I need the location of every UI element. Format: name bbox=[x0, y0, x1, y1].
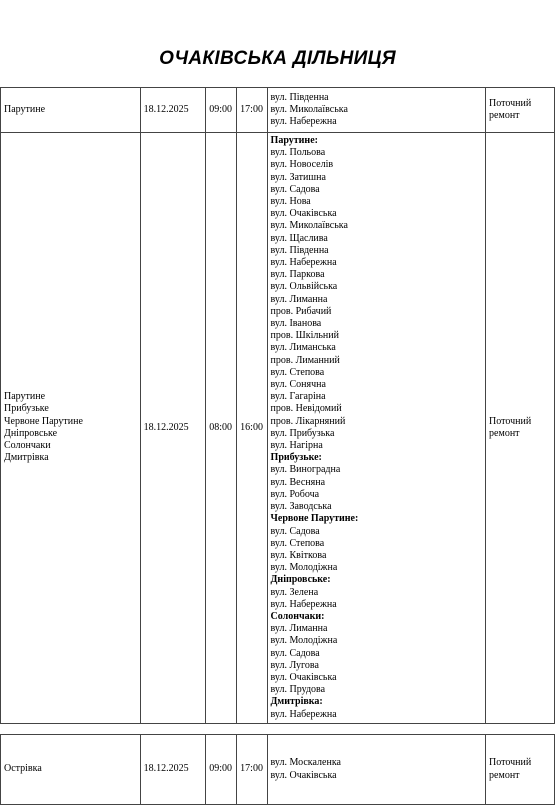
table-row bbox=[1, 88, 555, 133]
settlement-heading: Червоне Парутине: bbox=[270, 513, 359, 525]
street-name: вул. Лиманна bbox=[270, 293, 328, 305]
street-name: пров. Рибачий bbox=[270, 305, 332, 317]
settlements-cell bbox=[1, 88, 141, 133]
settlement-name: Солончаки bbox=[4, 440, 51, 452]
street-name: вул. Очаківська bbox=[270, 671, 337, 683]
settlement-heading: Дніпровське: bbox=[270, 574, 331, 586]
settlement-name: Дніпровське bbox=[4, 427, 58, 439]
streets-cell bbox=[267, 735, 486, 805]
settlement-name: Червоне Парутине bbox=[4, 415, 83, 427]
street-name: вул. Степова bbox=[270, 537, 325, 549]
street-name: вул. Набережна bbox=[270, 257, 337, 269]
street-name: вул. Новоселів bbox=[270, 159, 334, 171]
street-name: вул. Ольвійська bbox=[270, 281, 338, 293]
end-time-cell: 16:00 bbox=[236, 133, 267, 724]
street-name: пров. Лікарняний bbox=[270, 415, 346, 427]
street-name: вул. Польова bbox=[270, 147, 326, 159]
street-name: вул. Садова bbox=[270, 183, 320, 195]
street-name: вул. Лиманська bbox=[270, 342, 336, 354]
street-name: вул. Виноградна bbox=[270, 464, 341, 476]
work-type-cell: Поточний ремонт bbox=[486, 735, 555, 805]
street-name: вул. Очаківська bbox=[270, 769, 337, 781]
street-name: вул. Миколаївська bbox=[270, 103, 348, 115]
street-name: вул. Щаслива bbox=[270, 232, 328, 244]
settlements-cell bbox=[1, 133, 141, 724]
settlement-name: Парутине bbox=[4, 103, 46, 115]
street-name: вул. Нагірна bbox=[270, 440, 323, 452]
street-name: вул. Зелена bbox=[270, 586, 319, 598]
street-name: пров. Лиманний bbox=[270, 354, 340, 366]
date-cell: 18.12.2025 bbox=[140, 735, 205, 805]
streets-cell bbox=[267, 88, 486, 133]
table-row bbox=[1, 133, 555, 724]
street-name: вул. Робоча bbox=[270, 488, 320, 500]
street-name: вул. Молодіжна bbox=[270, 562, 338, 574]
street-name: вул. Набережна bbox=[270, 116, 337, 128]
street-name: вул. Степова bbox=[270, 366, 325, 378]
street-name: вул. Садова bbox=[270, 525, 320, 537]
start-time-cell: 08:00 bbox=[205, 133, 236, 724]
date-cell: 18.12.2025 bbox=[140, 133, 205, 724]
settlement-heading: Прибузьке: bbox=[270, 452, 322, 464]
street-name: вул. Заводська bbox=[270, 501, 332, 513]
work-type-cell: Поточний ремонт bbox=[486, 88, 555, 133]
settlement-name: Острівка bbox=[4, 763, 42, 775]
street-name: вул. Затишна bbox=[270, 171, 326, 183]
settlement-name: Парутине bbox=[4, 391, 46, 403]
settlement-heading: Парутине: bbox=[270, 135, 318, 146]
street-name: вул. Південна bbox=[270, 91, 329, 103]
street-name: вул. Лугова bbox=[270, 659, 319, 671]
street-name: вул. Молодіжна bbox=[270, 635, 338, 647]
settlement-heading: Солончаки: bbox=[270, 610, 325, 622]
street-name: вул. Сонячна bbox=[270, 379, 326, 391]
table-row bbox=[1, 735, 555, 805]
street-name: вул. Набережна bbox=[270, 598, 337, 610]
street-name: пров. Шкільний bbox=[270, 330, 339, 342]
street-name: вул. Нова bbox=[270, 196, 311, 208]
street-name: вул. Весняна bbox=[270, 476, 326, 488]
street-name: вул. Набережна bbox=[270, 708, 337, 720]
street-name: вул. Очаківська bbox=[270, 208, 337, 220]
start-time-cell: 09:00 bbox=[205, 735, 236, 805]
date-cell: 18.12.2025 bbox=[140, 88, 205, 133]
street-name: вул. Лиманна bbox=[270, 623, 328, 635]
settlement-heading: Дмитрівка: bbox=[270, 696, 323, 708]
street-name: вул. Квіткова bbox=[270, 549, 327, 561]
end-time-cell: 17:00 bbox=[236, 735, 267, 805]
settlements-cell bbox=[1, 735, 141, 805]
settlement-name: Прибузьке bbox=[4, 403, 49, 415]
street-name: вул. Миколаївська bbox=[270, 220, 348, 232]
street-name: вул. Паркова bbox=[270, 269, 325, 281]
street-name: вул. Прибузька bbox=[270, 427, 335, 439]
street-name: пров. Невідомий bbox=[270, 403, 342, 415]
streets-cell bbox=[267, 133, 486, 724]
street-name: вул. Москаленка bbox=[270, 757, 341, 769]
street-name: вул. Південна bbox=[270, 244, 329, 256]
outage-table bbox=[0, 87, 555, 724]
start-time-cell: 09:00 bbox=[205, 88, 236, 133]
street-name: вул. Садова bbox=[270, 647, 320, 659]
street-name: вул. Іванова bbox=[270, 318, 322, 330]
page-title: ОЧАКІВСЬКА ДІЛЬНИЦЯ bbox=[159, 48, 396, 69]
street-name: вул. Прудова bbox=[270, 684, 326, 696]
end-time-cell: 17:00 bbox=[236, 88, 267, 133]
settlement-name: Дмитрівка bbox=[4, 452, 49, 464]
work-type-cell: Поточний ремонт bbox=[486, 133, 555, 724]
outage-table-continued bbox=[0, 734, 555, 805]
street-name: вул. Гагаріна bbox=[270, 391, 326, 403]
